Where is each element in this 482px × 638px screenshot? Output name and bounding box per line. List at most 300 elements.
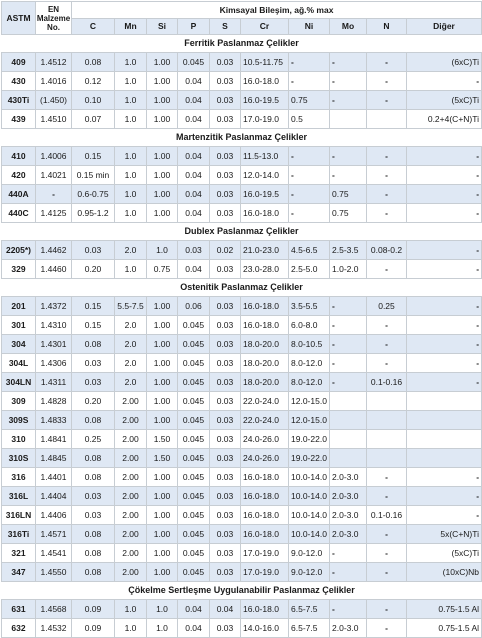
- c-cell: 0.08: [72, 335, 115, 354]
- other-cell: (5xC)Ti: [407, 91, 482, 110]
- si-cell: 1.00: [147, 147, 178, 166]
- en-number-cell: 1.4306: [36, 354, 72, 373]
- mn-cell: 2.00: [115, 430, 147, 449]
- mn-cell: 2.00: [115, 449, 147, 468]
- p-cell: 0.045: [178, 525, 210, 544]
- cr-cell: 18.0-20.0: [241, 354, 289, 373]
- mn-cell: 2.00: [115, 544, 147, 563]
- mn-cell: 2.00: [115, 525, 147, 544]
- other-cell: -: [407, 204, 482, 223]
- ni-cell: 2.5-5.0: [289, 260, 330, 279]
- n-cell: -: [367, 260, 407, 279]
- n-cell: -: [367, 619, 407, 638]
- p-cell: 0.045: [178, 468, 210, 487]
- si-cell: 1.00: [147, 185, 178, 204]
- astm-cell: 304L: [2, 354, 36, 373]
- mn-cell: 2.0: [115, 241, 147, 260]
- n-cell: -: [367, 185, 407, 204]
- cr-cell: 16.0-18.0: [241, 468, 289, 487]
- other-cell: 0.75-1.5 Al: [407, 600, 482, 619]
- astm-cell: 301: [2, 316, 36, 335]
- p-cell: 0.04: [178, 600, 210, 619]
- other-cell: -: [407, 185, 482, 204]
- p-cell: 0.04: [178, 260, 210, 279]
- other-cell: -: [407, 147, 482, 166]
- table-row: [2, 600, 482, 619]
- table-row: [2, 241, 482, 260]
- p-cell: 0.045: [178, 335, 210, 354]
- si-cell: 1.00: [147, 316, 178, 335]
- p-cell: 0.045: [178, 487, 210, 506]
- other-cell: (5xC)Ti: [407, 544, 482, 563]
- mn-cell: 2.0: [115, 316, 147, 335]
- element-header-p: P: [178, 19, 210, 35]
- c-cell: 0.03: [72, 354, 115, 373]
- n-cell: -: [367, 468, 407, 487]
- table-row: [2, 411, 482, 430]
- p-cell: 0.045: [178, 411, 210, 430]
- table-row: [2, 487, 482, 506]
- ni-cell: -: [289, 147, 330, 166]
- cr-cell: 18.0-20.0: [241, 335, 289, 354]
- ni-cell: 19.0-22.0: [289, 430, 330, 449]
- s-cell: 0.03: [210, 147, 241, 166]
- table-row: [2, 185, 482, 204]
- mo-cell: [330, 110, 367, 129]
- n-cell: 0.1-0.16: [367, 506, 407, 525]
- cr-cell: 11.5-13.0: [241, 147, 289, 166]
- element-header-c: C: [72, 19, 115, 35]
- en-number-cell: 1.4021: [36, 166, 72, 185]
- table-row: [2, 468, 482, 487]
- other-cell: -: [407, 72, 482, 91]
- mo-cell: 2.0-3.0: [330, 468, 367, 487]
- element-header-row: [2, 19, 482, 35]
- c-cell: 0.15 min: [72, 166, 115, 185]
- mo-cell: -: [330, 147, 367, 166]
- en-number-cell: 1.4372: [36, 297, 72, 316]
- mo-cell: -: [330, 53, 367, 72]
- c-cell: 0.03: [72, 373, 115, 392]
- n-cell: -: [367, 91, 407, 110]
- en-number-cell: 1.4828: [36, 392, 72, 411]
- element-header-mo: Mo: [330, 19, 367, 35]
- n-cell: -: [367, 563, 407, 582]
- si-cell: 1.00: [147, 468, 178, 487]
- si-cell: 1.0: [147, 241, 178, 260]
- en-number-cell: 1.4512: [36, 53, 72, 72]
- en-number-header: [36, 2, 72, 35]
- mo-cell: -: [330, 600, 367, 619]
- p-cell: 0.04: [178, 91, 210, 110]
- table-row: [2, 110, 482, 129]
- mn-cell: 1.0: [115, 91, 147, 110]
- n-cell: [367, 411, 407, 430]
- ni-cell: 4.5-6.5: [289, 241, 330, 260]
- en-number-cell: 1.4301: [36, 335, 72, 354]
- astm-cell: 316LN: [2, 506, 36, 525]
- en-number-cell: 1.4510: [36, 110, 72, 129]
- en-number-cell: 1.4532: [36, 619, 72, 638]
- stainless-steel-composition-sheet: [1, 1, 481, 638]
- astm-cell: 201: [2, 297, 36, 316]
- p-cell: 0.045: [178, 392, 210, 411]
- s-cell: 0.03: [210, 619, 241, 638]
- ni-cell: 10.0-14.0: [289, 506, 330, 525]
- table-row: [2, 392, 482, 411]
- ni-cell: -: [289, 185, 330, 204]
- si-cell: 1.00: [147, 506, 178, 525]
- p-cell: 0.04: [178, 147, 210, 166]
- table-row: [2, 147, 482, 166]
- p-cell: 0.04: [178, 110, 210, 129]
- c-cell: 0.15: [72, 316, 115, 335]
- en-number-cell: 1.4571: [36, 525, 72, 544]
- astm-cell: 2205*): [2, 241, 36, 260]
- cr-cell: 16.0-18.0: [241, 204, 289, 223]
- cr-cell: 16.0-18.0: [241, 600, 289, 619]
- n-cell: -: [367, 335, 407, 354]
- table-row: [2, 335, 482, 354]
- cr-cell: 17.0-19.0: [241, 544, 289, 563]
- c-cell: 0.08: [72, 525, 115, 544]
- p-cell: 0.045: [178, 563, 210, 582]
- ni-cell: -: [289, 53, 330, 72]
- ni-cell: 3.5-5.5: [289, 297, 330, 316]
- mn-cell: 1.0: [115, 619, 147, 638]
- si-cell: 1.00: [147, 297, 178, 316]
- section-header: [2, 582, 482, 600]
- ni-cell: 9.0-12.0: [289, 563, 330, 582]
- astm-cell: 316: [2, 468, 36, 487]
- si-cell: 1.00: [147, 53, 178, 72]
- si-cell: 1.50: [147, 430, 178, 449]
- n-cell: -: [367, 544, 407, 563]
- other-cell: -: [407, 316, 482, 335]
- astm-cell: 310S: [2, 449, 36, 468]
- cr-cell: 16.0-18.0: [241, 72, 289, 91]
- mn-cell: 2.00: [115, 487, 147, 506]
- c-cell: 0.25: [72, 430, 115, 449]
- mo-cell: -: [330, 563, 367, 582]
- astm-cell: 309S: [2, 411, 36, 430]
- c-cell: 0.03: [72, 487, 115, 506]
- si-cell: 1.00: [147, 487, 178, 506]
- ni-cell: 8.0-12.0: [289, 373, 330, 392]
- other-cell: -: [407, 468, 482, 487]
- s-cell: 0.03: [210, 297, 241, 316]
- n-cell: -: [367, 600, 407, 619]
- n-cell: [367, 392, 407, 411]
- p-cell: 0.04: [178, 619, 210, 638]
- other-cell: 5x(C+N)Ti: [407, 525, 482, 544]
- mn-cell: 2.0: [115, 373, 147, 392]
- c-cell: 0.09: [72, 619, 115, 638]
- mn-cell: 1.0: [115, 204, 147, 223]
- mn-cell: 5.5-7.5: [115, 297, 147, 316]
- n-cell: 0.08-0.2: [367, 241, 407, 260]
- si-cell: 1.00: [147, 72, 178, 91]
- section-header: [2, 279, 482, 297]
- s-cell: 0.03: [210, 53, 241, 72]
- si-cell: 1.00: [147, 411, 178, 430]
- en-number-cell: 1.4833: [36, 411, 72, 430]
- cr-cell: 17.0-19.0: [241, 563, 289, 582]
- ni-cell: 19.0-22.0: [289, 449, 330, 468]
- c-cell: 0.03: [72, 241, 115, 260]
- astm-cell: 439: [2, 110, 36, 129]
- c-cell: 0.07: [72, 110, 115, 129]
- mo-cell: -: [330, 72, 367, 91]
- n-cell: -: [367, 53, 407, 72]
- other-cell: 0.75-1.5 Al: [407, 619, 482, 638]
- astm-cell: 420: [2, 166, 36, 185]
- c-cell: 0.6-0.75: [72, 185, 115, 204]
- cr-cell: 14.0-16.0: [241, 619, 289, 638]
- astm-cell: 316L: [2, 487, 36, 506]
- ni-cell: -: [289, 166, 330, 185]
- s-cell: 0.03: [210, 335, 241, 354]
- table-row: [2, 506, 482, 525]
- astm-cell: 309: [2, 392, 36, 411]
- table-row: [2, 91, 482, 110]
- section-title: Martenzitik Paslanmaz Çelikler: [2, 129, 482, 147]
- s-cell: 0.03: [210, 506, 241, 525]
- mo-cell: -: [330, 373, 367, 392]
- mo-cell: [330, 449, 367, 468]
- c-cell: 0.12: [72, 72, 115, 91]
- p-cell: 0.04: [178, 204, 210, 223]
- section-header: [2, 35, 482, 53]
- c-cell: 0.15: [72, 147, 115, 166]
- mo-cell: -: [330, 335, 367, 354]
- table-row: [2, 619, 482, 638]
- ni-cell: 10.0-14.0: [289, 468, 330, 487]
- table-row: [2, 449, 482, 468]
- other-cell: [407, 430, 482, 449]
- ni-cell: 12.0-15.0: [289, 392, 330, 411]
- mo-cell: -: [330, 166, 367, 185]
- n-cell: 0.25: [367, 297, 407, 316]
- cr-cell: 16.0-19.5: [241, 185, 289, 204]
- astm-cell: 440C: [2, 204, 36, 223]
- cr-cell: 18.0-20.0: [241, 373, 289, 392]
- c-cell: 0.08: [72, 468, 115, 487]
- table-row: [2, 563, 482, 582]
- astm-cell: 310: [2, 430, 36, 449]
- astm-cell: 304: [2, 335, 36, 354]
- other-cell: -: [407, 166, 482, 185]
- section-title: Ferritik Paslanmaz Çelikler: [2, 35, 482, 53]
- s-cell: 0.03: [210, 91, 241, 110]
- mo-cell: 1.0-2.0: [330, 260, 367, 279]
- en-number-cell: 1.4550: [36, 563, 72, 582]
- mn-cell: 1.0: [115, 147, 147, 166]
- si-cell: 1.00: [147, 392, 178, 411]
- astm-cell: 316Ti: [2, 525, 36, 544]
- cr-cell: 24.0-26.0: [241, 430, 289, 449]
- astm-cell: 430: [2, 72, 36, 91]
- s-cell: 0.03: [210, 430, 241, 449]
- c-cell: 0.08: [72, 53, 115, 72]
- c-cell: 0.20: [72, 260, 115, 279]
- cr-cell: 16.0-18.0: [241, 506, 289, 525]
- si-cell: 1.00: [147, 354, 178, 373]
- s-cell: 0.03: [210, 525, 241, 544]
- si-cell: 1.50: [147, 449, 178, 468]
- en-number-cell: 1.4462: [36, 241, 72, 260]
- s-cell: 0.03: [210, 411, 241, 430]
- table-row: [2, 260, 482, 279]
- n-cell: -: [367, 166, 407, 185]
- mo-cell: 2.0-3.0: [330, 619, 367, 638]
- en-number-cell: 1.4841: [36, 430, 72, 449]
- c-cell: 0.09: [72, 600, 115, 619]
- p-cell: 0.045: [178, 449, 210, 468]
- n-cell: -: [367, 525, 407, 544]
- si-cell: 1.00: [147, 204, 178, 223]
- si-cell: 1.0: [147, 619, 178, 638]
- cr-cell: 16.0-18.0: [241, 316, 289, 335]
- s-cell: 0.03: [210, 166, 241, 185]
- ni-cell: 0.5: [289, 110, 330, 129]
- s-cell: 0.02: [210, 241, 241, 260]
- en-number-cell: 1.4016: [36, 72, 72, 91]
- element-header-s: S: [210, 19, 241, 35]
- table-row: [2, 544, 482, 563]
- p-cell: 0.045: [178, 544, 210, 563]
- si-cell: 1.00: [147, 373, 178, 392]
- mn-cell: 1.0: [115, 110, 147, 129]
- cr-cell: 16.0-18.0: [241, 297, 289, 316]
- other-cell: -: [407, 506, 482, 525]
- en-number-cell: -: [36, 185, 72, 204]
- astm-cell: 430Ti: [2, 91, 36, 110]
- astm-cell: 410: [2, 147, 36, 166]
- ni-cell: -: [289, 204, 330, 223]
- mo-cell: -: [330, 297, 367, 316]
- cr-cell: 23.0-28.0: [241, 260, 289, 279]
- element-header-mn: Mn: [115, 19, 147, 35]
- en-number-cell: 1.4845: [36, 449, 72, 468]
- mn-cell: 2.00: [115, 506, 147, 525]
- en-number-cell: 1.4541: [36, 544, 72, 563]
- mo-cell: 0.75: [330, 185, 367, 204]
- other-cell: -: [407, 373, 482, 392]
- cr-cell: 22.0-24.0: [241, 411, 289, 430]
- mn-cell: 1.0: [115, 72, 147, 91]
- mo-cell: [330, 430, 367, 449]
- p-cell: 0.045: [178, 53, 210, 72]
- table-row: [2, 72, 482, 91]
- astm-cell: 329: [2, 260, 36, 279]
- cr-cell: 17.0-19.0: [241, 110, 289, 129]
- si-cell: 1.00: [147, 110, 178, 129]
- p-cell: 0.04: [178, 185, 210, 204]
- s-cell: 0.03: [210, 449, 241, 468]
- ni-cell: 0.75: [289, 91, 330, 110]
- table-row: [2, 316, 482, 335]
- section-header: [2, 129, 482, 147]
- ni-cell: 10.0-14.0: [289, 525, 330, 544]
- mn-cell: 2.00: [115, 563, 147, 582]
- en-number-cell: 1.4311: [36, 373, 72, 392]
- astm-cell: 304LN: [2, 373, 36, 392]
- p-cell: 0.045: [178, 506, 210, 525]
- c-cell: 0.08: [72, 544, 115, 563]
- astm-cell: 409: [2, 53, 36, 72]
- s-cell: 0.03: [210, 185, 241, 204]
- other-cell: [407, 449, 482, 468]
- mn-cell: 1.0: [115, 53, 147, 72]
- cr-cell: 16.0-18.0: [241, 525, 289, 544]
- table-row: [2, 204, 482, 223]
- other-cell: 0.2+4(C+N)Ti: [407, 110, 482, 129]
- s-cell: 0.03: [210, 487, 241, 506]
- mo-cell: -: [330, 91, 367, 110]
- composition-table: [1, 1, 482, 638]
- other-cell: -: [407, 354, 482, 373]
- ni-cell: 6.5-7.5: [289, 600, 330, 619]
- en-number-cell: 1.4006: [36, 147, 72, 166]
- p-cell: 0.045: [178, 373, 210, 392]
- mo-cell: 2.0-3.0: [330, 487, 367, 506]
- ni-cell: 10.0-14.0: [289, 487, 330, 506]
- c-cell: 0.20: [72, 392, 115, 411]
- ni-cell: 12.0-15.0: [289, 411, 330, 430]
- mn-cell: 2.00: [115, 468, 147, 487]
- other-cell: (6xC)Ti: [407, 53, 482, 72]
- cr-cell: 16.0-19.5: [241, 91, 289, 110]
- en-number-cell: 1.4404: [36, 487, 72, 506]
- si-cell: 1.00: [147, 91, 178, 110]
- en-number-cell: 1.4401: [36, 468, 72, 487]
- c-cell: 0.08: [72, 449, 115, 468]
- c-cell: 0.10: [72, 91, 115, 110]
- s-cell: 0.03: [210, 316, 241, 335]
- s-cell: 0.03: [210, 260, 241, 279]
- table-row: [2, 354, 482, 373]
- si-cell: 1.00: [147, 525, 178, 544]
- mn-cell: 2.0: [115, 354, 147, 373]
- n-cell: -: [367, 316, 407, 335]
- mn-cell: 2.00: [115, 392, 147, 411]
- astm-cell: 631: [2, 600, 36, 619]
- ni-cell: 9.0-12.0: [289, 544, 330, 563]
- s-cell: 0.03: [210, 373, 241, 392]
- section-title: Çökelme Sertleşme Uygulanabilir Paslanmaz Çelikler: [2, 582, 482, 600]
- si-cell: 1.0: [147, 600, 178, 619]
- section-header: [2, 223, 482, 241]
- other-cell: [407, 411, 482, 430]
- table-row: [2, 166, 482, 185]
- en-number-cell: 1.4568: [36, 600, 72, 619]
- s-cell: 0.03: [210, 204, 241, 223]
- ni-cell: 8.0-12.0: [289, 354, 330, 373]
- mo-cell: 2.0-3.0: [330, 506, 367, 525]
- en-number-cell: (1.450): [36, 91, 72, 110]
- s-cell: 0.03: [210, 468, 241, 487]
- c-cell: 0.08: [72, 411, 115, 430]
- p-cell: 0.06: [178, 297, 210, 316]
- en-number-cell: 1.4310: [36, 316, 72, 335]
- element-header-ni: Ni: [289, 19, 330, 35]
- s-cell: 0.03: [210, 392, 241, 411]
- table-body: [2, 35, 482, 638]
- cr-cell: 16.0-18.0: [241, 487, 289, 506]
- c-cell: 0.03: [72, 506, 115, 525]
- cr-cell: 22.0-24.0: [241, 392, 289, 411]
